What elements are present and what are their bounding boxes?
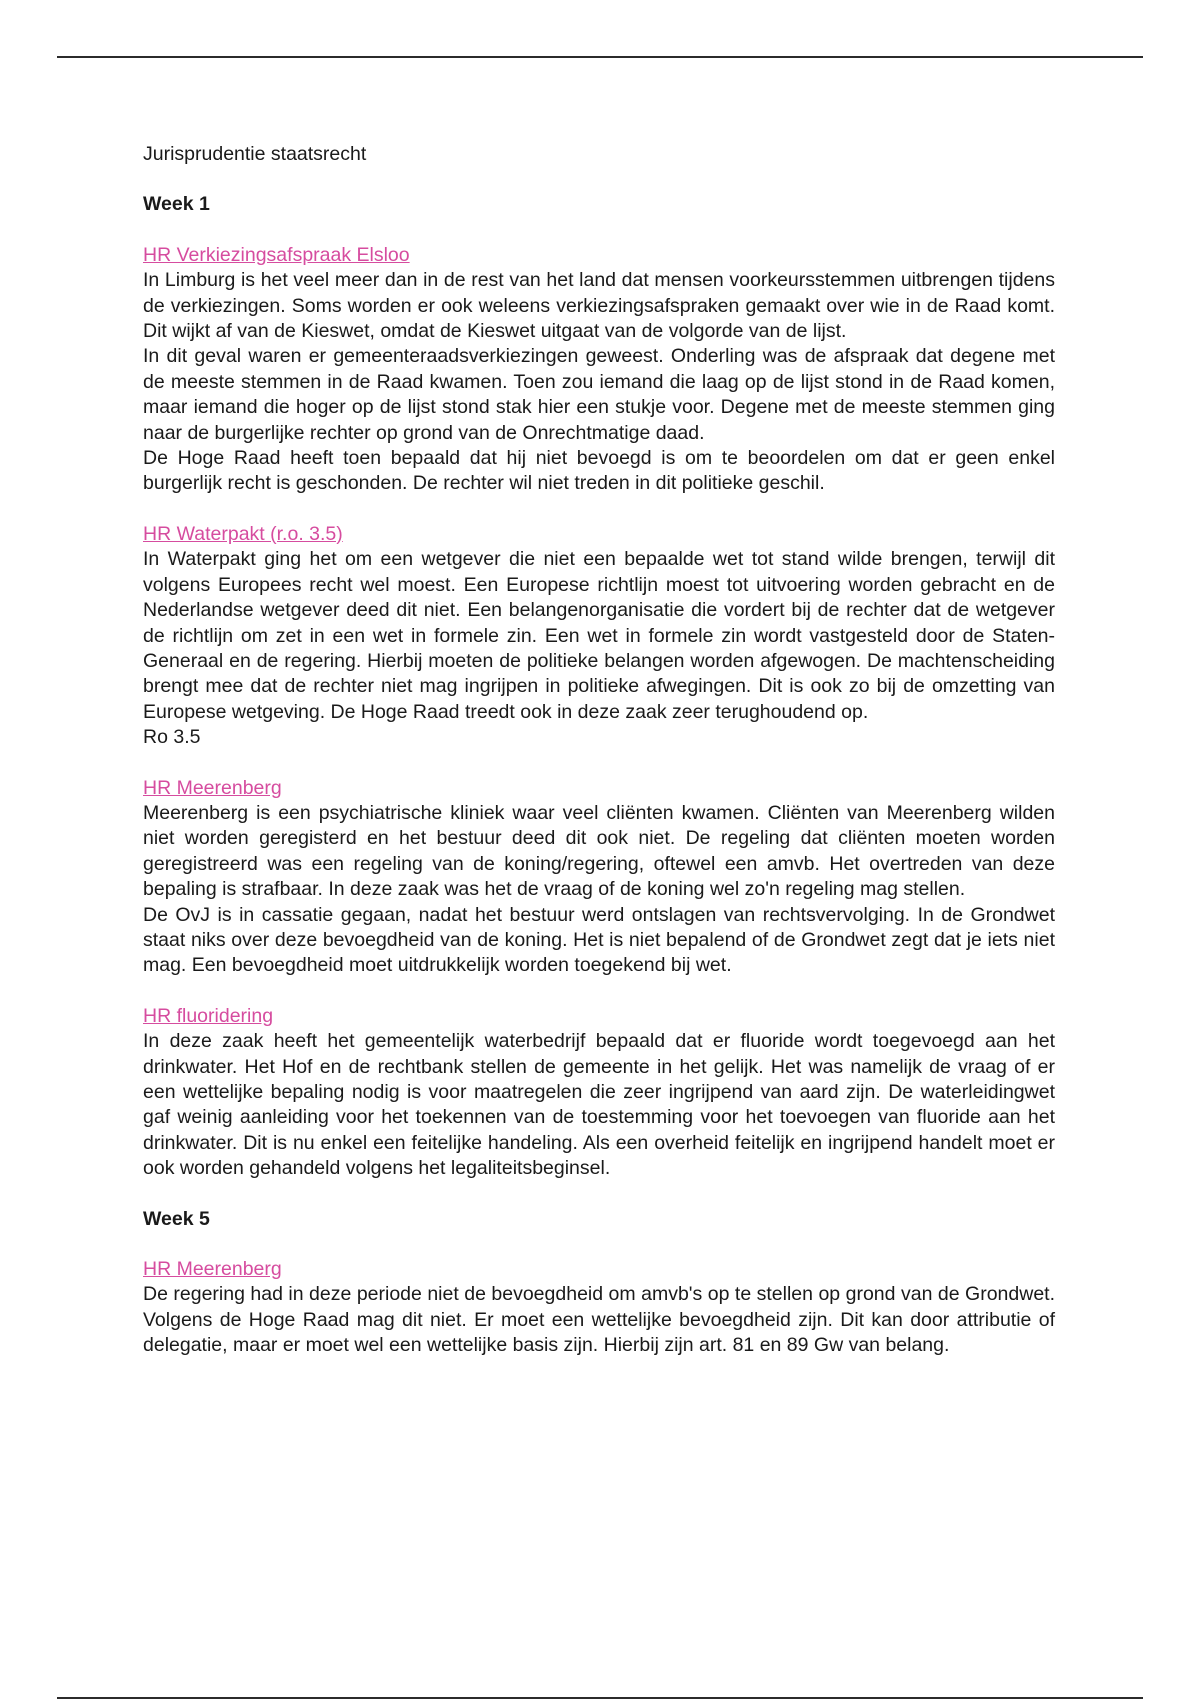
document-body: [143, 142, 1055, 1384]
case-paragraph: In Waterpakt ging het om een wetgever die niet een bepaalde wet tot stand wilde brengen, terwijl dit volgens Europees recht wel moest. Een Europese richtlijn moest tot uitvoering worden gebracht en de Nederlandse wetgever deed dit niet. Een belangenorganisatie die vordert bij de rechter dat de wetgever de richtlijn om zet in een wet in formele zin. Een wet in formele zin wordt vastgesteld door de Staten-Generaal en de regering. Hierbij moeten de politieke belangen worden afgewogen. De machtenscheiding brengt mee dat de rechter niet mag ingrijpen in politieke afwegingen. Dit is ook zo bij de omzetting van Europese wetgeving. De Hoge Raad treedt ook in deze zaak zeer terughoudend op.: [143, 548, 1055, 723]
case-paragraph: In Limburg is het veel meer dan in de rest van het land dat mensen voorkeursstemmen uitbrengen tijdens de verkiezingen. Soms worden er ook weleens verkiezingsafspraken gemaakt over wie in de Raad komt. Dit wijkt af van de Kieswet, omdat de Kieswet uitgaat van de volgorde van de lijst.: [143, 269, 1055, 343]
case-paragraph: Meerenberg is een psychiatrische kliniek waar veel cliënten kwamen. Cliënten van Meerenberg wilden niet worden geregisterd en het bestuur deed dit ook niet. De regeling dat cliënten moeten worden geregistreerd was een regeling van de koning/regering, oftewel een amvb. Het overtreden van deze bepaling is strafbaar. In deze zaak was het de vraag of de koning wel zo'n regeling mag stellen.: [143, 801, 1055, 901]
case-paragraph: De Hoge Raad heeft toen bepaald dat hij niet bevoegd is om te beoordelen om dat er geen enkel burgerlijk recht is geschonden. De rechter wil niet treden in dit politieke geschil.: [143, 447, 1055, 495]
week-heading: Week 5: [143, 1207, 210, 1230]
case-paragraph: De OvJ is in cassatie gegaan, nadat het bestuur werd ontslagen van rechtsvervolging. In de Grondwet staat niks over deze bevoegdheid van de koning. Het is niet bepalend of de Grondwet zegt dat je iets niet mag. Een bevoegdheid moet uitdrukkelijk worden toegekend bij wet.: [143, 903, 1055, 977]
case-title-link[interactable]: HR Meerenberg: [143, 1258, 282, 1281]
case-paragraph: In dit geval waren er gemeenteraadsverkiezingen geweest. Onderling was de afspraak dat degene met de meeste stemmen in de Raad kwamen. Toen zou iemand die laag op de lijst stond in de Raad komen, maar iemand die hoger op de lijst stond stak hier een stukje voor. Degene met de meeste stemmen ging naar de burgerlijke rechter op grond van de Onrechtmatige daad.: [143, 345, 1055, 444]
case-section: [143, 1257, 1055, 1359]
case-section: [143, 522, 1055, 751]
top-rule: [57, 56, 1143, 58]
case-title-link[interactable]: HR fluoridering: [143, 1004, 274, 1027]
case-title-link[interactable]: HR Verkiezingsafspraak Elsloo: [143, 243, 410, 266]
case-paragraph: De regering had in deze periode niet de bevoegdheid om amvb's op te stellen op grond van de Grondwet. Volgens de Hoge Raad mag dit niet. Er moet een wettelijke bevoegdheid zijn. Dit kan door attributie of delegatie, maar er moet wel een wettelijke basis zijn. Hierbij zijn art. 81 en 89 Gw van belang.: [143, 1283, 1055, 1357]
case-section: [143, 776, 1055, 979]
case-section: [143, 243, 1055, 497]
document-title: Jurisprudentie staatsrecht: [143, 143, 367, 165]
case-paragraph: Ro 3.5: [143, 726, 201, 749]
case-title-link[interactable]: HR Waterpakt (r.o. 3.5): [143, 522, 343, 545]
case-title-link[interactable]: HR Meerenberg: [143, 776, 282, 799]
week-heading: Week 1: [143, 193, 210, 216]
case-paragraph: In deze zaak heeft het gemeentelijk waterbedrijf bepaald dat er fluoride wordt toegevoegd aan het drinkwater. Het Hof en de rechtbank stellen de gemeente in het gelijk. Het was namelijk de vraag of er een wettelijke bepaling nodig is voor maatregelen die zeer ingrijpend van aard zijn. De waterleidingwet gaf weinig aanleiding voor het toekennen van de toestemming voor het toevoegen van fluoride aan het drinkwater. Dit is nu enkel een feitelijke handeling. Als een overheid feitelijk en ingrijpend handelt moet er ook worden gehandeld volgens het legaliteitsbeginsel.: [143, 1030, 1055, 1180]
case-section: [143, 1004, 1055, 1182]
bottom-rule: [57, 1697, 1143, 1699]
